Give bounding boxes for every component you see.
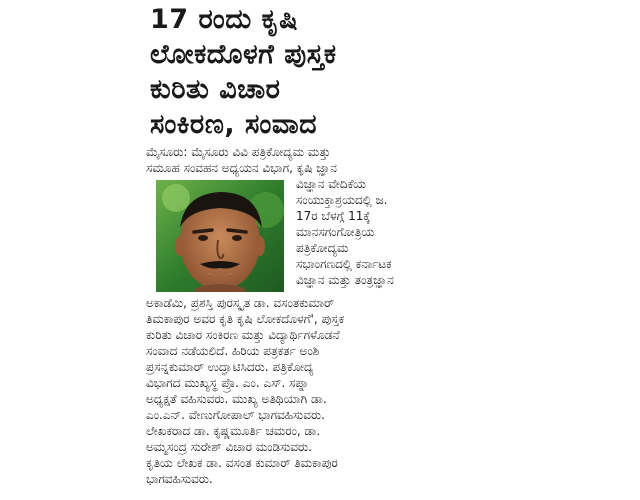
article-line: ಮೈಸೂರು: ಮೈಸೂರು ವಿವಿ ಪತ್ರಿಕೋದ್ಯಮ ಮತ್ತು — [146, 145, 331, 159]
headline — [150, 2, 500, 142]
article-line: ಸಭಾಂಗಣದಲ್ಲಿ ಕರ್ನಾಟಕ — [296, 257, 392, 271]
article-line: ಲೇಖಕರಾದ ಡಾ. ಕೃಷ್ಣಮೂರ್ತಿ ಚಮರಂ, ಡಾ. — [146, 424, 321, 438]
article-line: ಅಧ್ಯಕ್ಷತೆ ವಹಿಸುವರು. ಮುಖ್ಯ ಅತಿಥಿಯಾಗಿ ಡಾ. — [146, 392, 327, 406]
headline-line: ಲೋಕದೊಳಗೆ ಪುಸ್ತಕ — [150, 39, 337, 70]
article-line: 17ರ ಬೆಳಗ್ಗೆ 11ಕ್ಕೆ — [296, 209, 371, 223]
article-line: ಎಂ.ಎನ್. ವೇಣುಗೋಪಾಲ್ ಭಾಗವಹಿಸುವರು. — [146, 408, 325, 422]
article-line: ಕುರಿತು ವಿಚಾರ ಸಂಕಿರಣ ಮತ್ತು ವಿದ್ಯಾರ್ಥಿಗಳೊಡನೆ — [146, 328, 340, 342]
article-line: ಪ್ರಸನ್ನಕುಮಾರ್ ಉದ್ಘಾಟಿಸಿದರು. ಪತ್ರಿಕೋದ್ಯ — [146, 360, 314, 374]
headline-line: ಸಂಕಿರಣ, ಸಂವಾದ — [150, 109, 318, 140]
newspaper-clipping — [136, 0, 508, 500]
article-line: ಮಾನಸಗಂಗೋತ್ರಿಯ — [296, 225, 375, 239]
article-line: ಸಂಯುಕ್ತಾಶ್ರಯದಲ್ಲಿ ಜ. — [296, 193, 388, 207]
article-line: ಅಮ್ಮಸಂದ್ರ ಸುರೇಶ್ ವಿಚಾರ ಮಂಡಿಸುವರು. — [146, 440, 312, 454]
article-line: ಸಂವಾದ ನಡೆಯಲಿದೆ. ಹಿರಿಯ ಪತ್ರಕರ್ತ ಅಂಶಿ — [146, 344, 320, 358]
article-line: ಕೃತಿಯ ಲೇಖಕ ಡಾ. ವಸಂತ ಕುಮಾರ್ ತಿಮಕಾಪುರ — [146, 456, 338, 470]
article-line: ತಿಮಕಾಪುರ ಅವರ ಕೃತಿ ಕೃಷಿ ಲೋಕದೊಳಗೆ', ಪುಸ್ತಕ — [146, 312, 345, 326]
article-line: ಸಮೂಹ ಸಂವಹನ ಅಧ್ಯಯನ ವಿಭಾಗ, ಕೃಷಿ ಜ್ಞಾನ — [146, 161, 337, 175]
headline-line: ಕುರಿತು ವಿಚಾರ — [150, 74, 281, 105]
article-line: ಭಾಗವಹಿಸುವರು. — [146, 472, 213, 486]
article-line: ವಿಜ್ಞಾನ ವೇದಿಕೆಯ — [296, 177, 366, 191]
article-line: ವಿಭಾಗದ ಮುಖ್ಯಸ್ಥ ಪ್ರೊ. ಎಂ. ಎಸ್. ಸಪ್ನಾ — [146, 376, 309, 390]
article-line: ವಿಜ್ಞಾನ ಮತ್ತು ತಂತ್ರಜ್ಞಾನ — [296, 273, 394, 287]
article-line: ಅಕಾಡೆಮಿ, ಪ್ರಶಸ್ತಿ ಪುರಸ್ಕೃತ ಡಾ. ವಸಂತಕುಮಾರ್ — [146, 296, 335, 310]
article-line: ಪತ್ರಿಕೋದ್ಯಮ — [296, 241, 349, 255]
headline-line: 17 ರಂದು ಕೃಷಿ — [150, 4, 299, 35]
author-photo — [156, 180, 284, 292]
